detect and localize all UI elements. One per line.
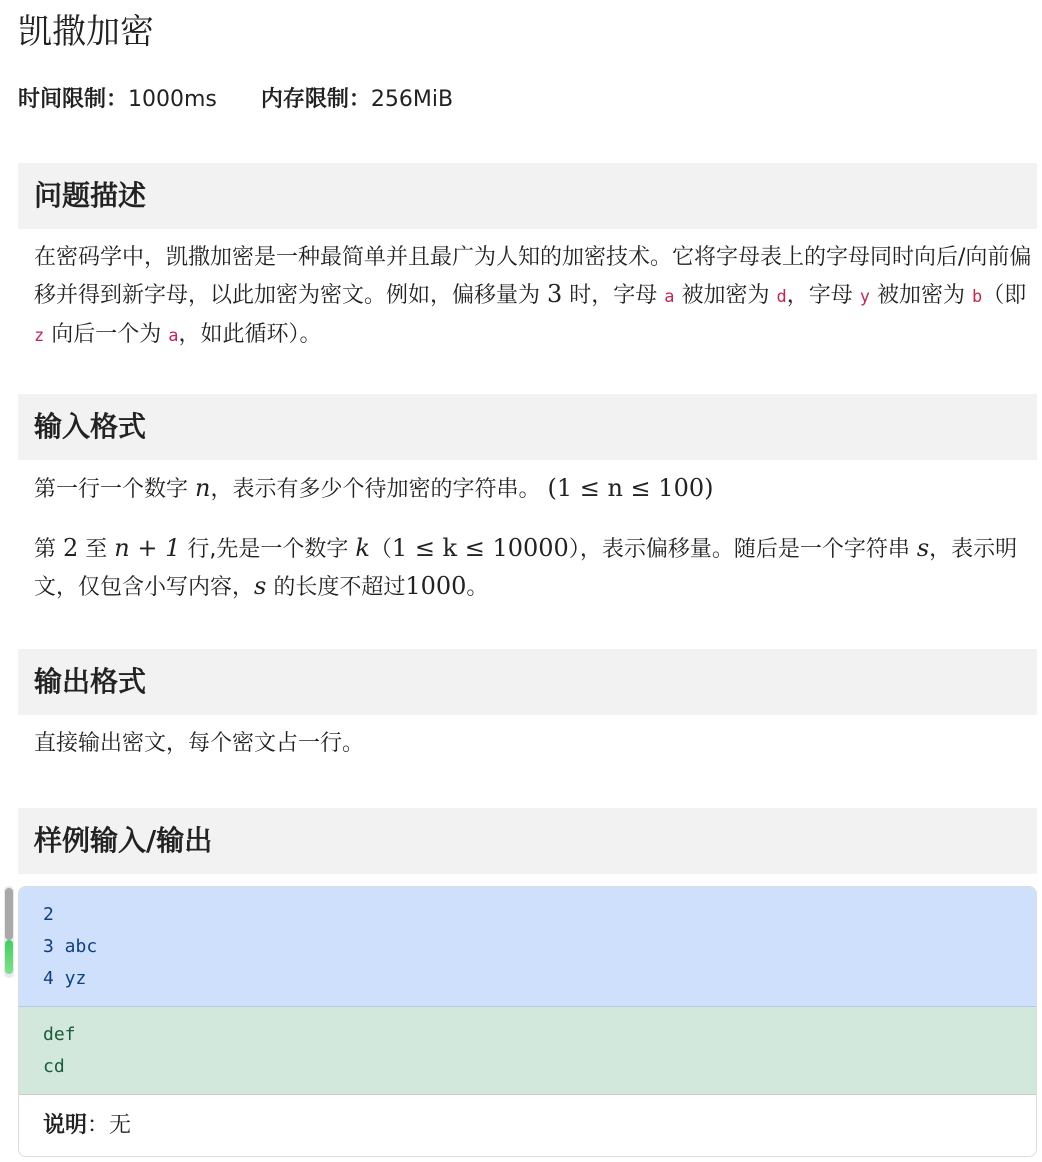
sample-note-label: 说明 <box>43 1113 88 1138</box>
sample-box <box>18 886 1037 1157</box>
sample-input-code: 2 3 abc 4 yz <box>43 904 98 989</box>
problem-title: 凯撒加密 <box>18 12 154 52</box>
sample-output-code: def cd <box>43 1024 76 1077</box>
sample-note <box>43 1095 131 1157</box>
description-text: 在密码学中，凯撒加密是一种最简单并且最广为人知的加密技术。它将字母表上的字母同时向后/向前偏移并得到新字母，以此加密为密文。例如，偏移量为 3 时，字母 a 被加密为 d，字母 y 被加密为 b（即 z 向后一个为 a，如此循环）。 <box>34 245 1032 347</box>
sample-output-block[interactable] <box>19 1007 1036 1095</box>
memory-limit-value: 256MiB <box>370 87 454 112</box>
sample-note-value: 无 <box>109 1113 132 1138</box>
scrollbar-indicator <box>5 940 13 974</box>
input-format-heading: 输入格式 <box>18 394 1037 460</box>
output-format-text: 直接输出密文，每个密文占一行。 <box>34 731 365 756</box>
time-limit-value: 1000ms <box>128 87 217 112</box>
output-format-heading: 输出格式 <box>18 649 1037 715</box>
sample-heading: 样例输入/输出 <box>18 808 1037 874</box>
limits-row <box>18 84 453 116</box>
input-format-line1: 第一行一个数字 n，表示有多少个待加密的字符串。 (1 ≤ n ≤ 100) <box>34 474 714 502</box>
time-limit-label: 时间限制： <box>18 87 129 112</box>
scrollbar-thumb[interactable] <box>5 888 13 940</box>
sample-note-separator: ： <box>87 1113 110 1138</box>
memory-limit-label: 内存限制： <box>260 87 371 112</box>
description-heading: 问题描述 <box>18 163 1037 229</box>
sample-input-block[interactable] <box>19 887 1036 1007</box>
input-format-line2: 第 2 至 n + 1 行,先是一个数字 k（1 ≤ k ≤ 10000），表示偏移量。随后是一个字符串 s，表示明文，仅包含小写内容，s 的长度不超过1000。 <box>34 534 1018 600</box>
